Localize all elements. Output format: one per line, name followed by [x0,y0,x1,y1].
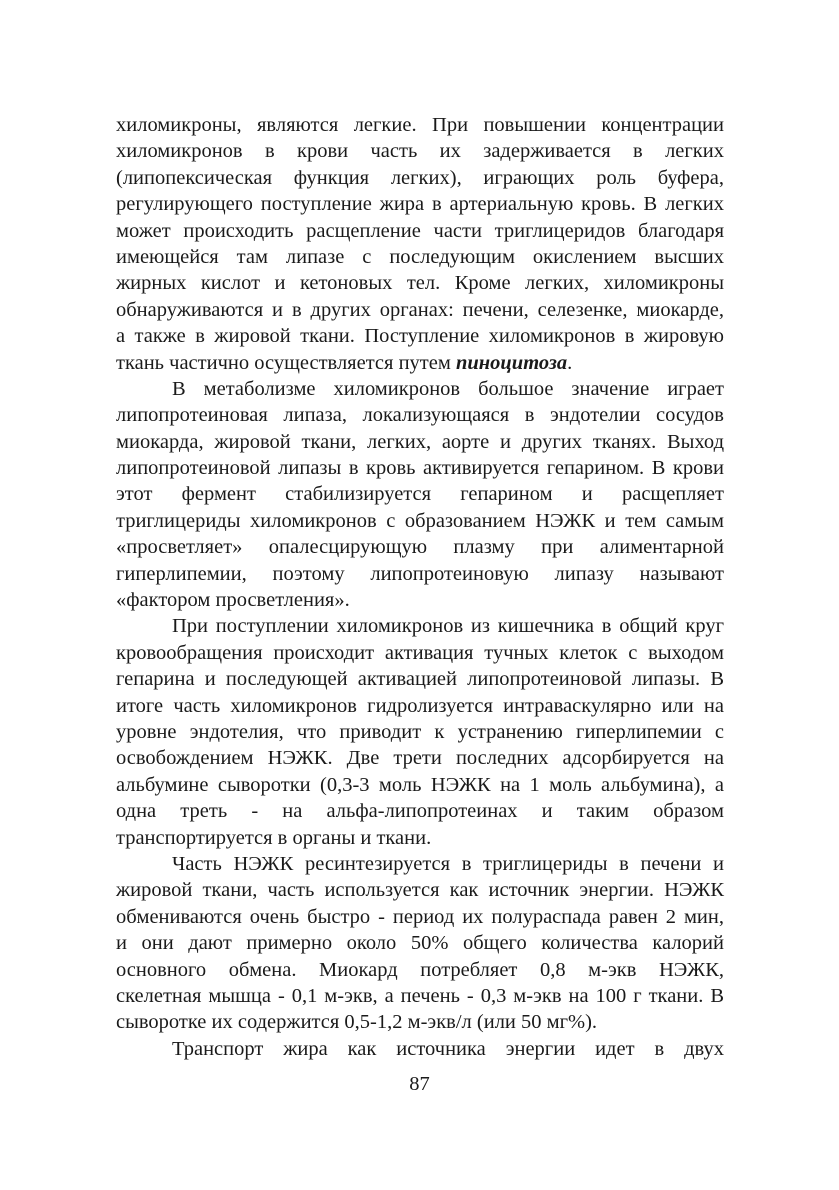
text-line: сыворотке их содержится 0,5-1,2 м-экв/л (или 50 мг%). [116,1011,598,1034]
text-line: (липопексическая функция легких), играющих роль буфера, [116,166,724,189]
text-line: миокарда, жировой ткани, легких, аорте и других тканях. Выход [116,430,724,453]
paragraph-5 [116,1036,724,1062]
text-line: хиломикроны, являются легкие. При повышении концентрации [116,114,724,136]
text-line: Транспорт жира как источника энергии идет в двух [172,1037,724,1060]
text-line: гепарина и последующей активацией липопротеиновой липазы. В [116,668,724,691]
text-line: освобождением НЭЖК. Две трети последних адсорбируется на [116,747,724,770]
paragraph-1 [116,112,724,376]
text-line [116,350,724,376]
text-line: может происходить расщепление части триглицеридов благодаря [116,219,724,242]
text-line: и они дают примерно около 50% общего количества калорий [116,932,724,955]
text-line: основного обмена. Миокард потребляет 0,8 м-экв НЭЖК, [116,958,724,981]
text-line: триглицериды хиломикронов с образованием НЭЖК и тем самым [116,509,724,532]
text-line: имеющейся там липазе с последующим окислением высших [116,245,724,268]
text-line: хиломикронов в крови часть их задерживается в легких [116,140,724,163]
text-line: При поступлении хиломикронов из кишечника в общий круг [172,615,724,638]
paragraph-4 [116,851,724,1036]
text-line: кровообращения происходит активация тучных клеток с выходом [116,641,724,664]
emphasized-term: пиноцитоза [455,351,568,374]
text-line: регулирующего поступление жира в артериальную кровь. В легких [116,193,724,216]
text-line: альбумине сыворотки (0,3-3 моль НЭЖК на 1 моль альбумина), а [116,773,724,796]
paragraph-2 [116,376,724,614]
text-line: обнаруживаются и в других органах: печени, селезенке, миокарде, [116,298,724,321]
paragraph-3 [116,613,724,851]
text-line: обмениваются очень быстро - период их полураспада равен 2 мин, [116,905,724,928]
text-fragment: ткань частично осуществляется путем [116,351,456,374]
text-fragment: . [567,351,573,374]
text-line: «просветляет» опалесцирующую плазму при алиментарной [116,536,724,559]
text-line: гиперлипемии, поэтому липопротеиновую липазу называют [116,562,724,585]
text-line: транспортируется в органы и ткани. [116,826,432,849]
text-line: итоге часть хиломикронов гидролизуется интраваскулярно или на [116,694,724,717]
text-line: уровне эндотелия, что приводит к устранению гиперлипемии с [116,720,724,743]
text-line: «фактором просветления». [116,589,350,612]
text-line: жировой ткани, часть используется как источник энергии. НЭЖК [116,879,724,902]
text-line: липопротеиновая липаза, локализующаяся в эндотелии сосудов [116,404,724,427]
text-line: Часть НЭЖК ресинтезируется в триглицериды в печени и [172,852,724,875]
text-line: а также в жировой ткани. Поступление хиломикронов в жировую [116,325,724,348]
page-body [116,112,724,1062]
text-line: липопротеиновой липазы в кровь активируется гепарином. В крови [116,457,724,480]
page-number: 87 [409,1073,430,1095]
text-line: скелетная мышца - 0,1 м-экв, а печень - 0,3 м-экв на 100 г ткани. В [116,984,724,1007]
text-line: одна треть - на альфа-липопротеинах и таким образом [116,800,724,823]
text-line: этот фермент стабилизируется гепарином и расщепляет [116,483,724,506]
text-line: жирных кислот и кетоновых тел. Кроме легких, хиломикроны [116,272,724,295]
text-line: В метаболизме хиломикронов большое значение играет [172,377,724,400]
